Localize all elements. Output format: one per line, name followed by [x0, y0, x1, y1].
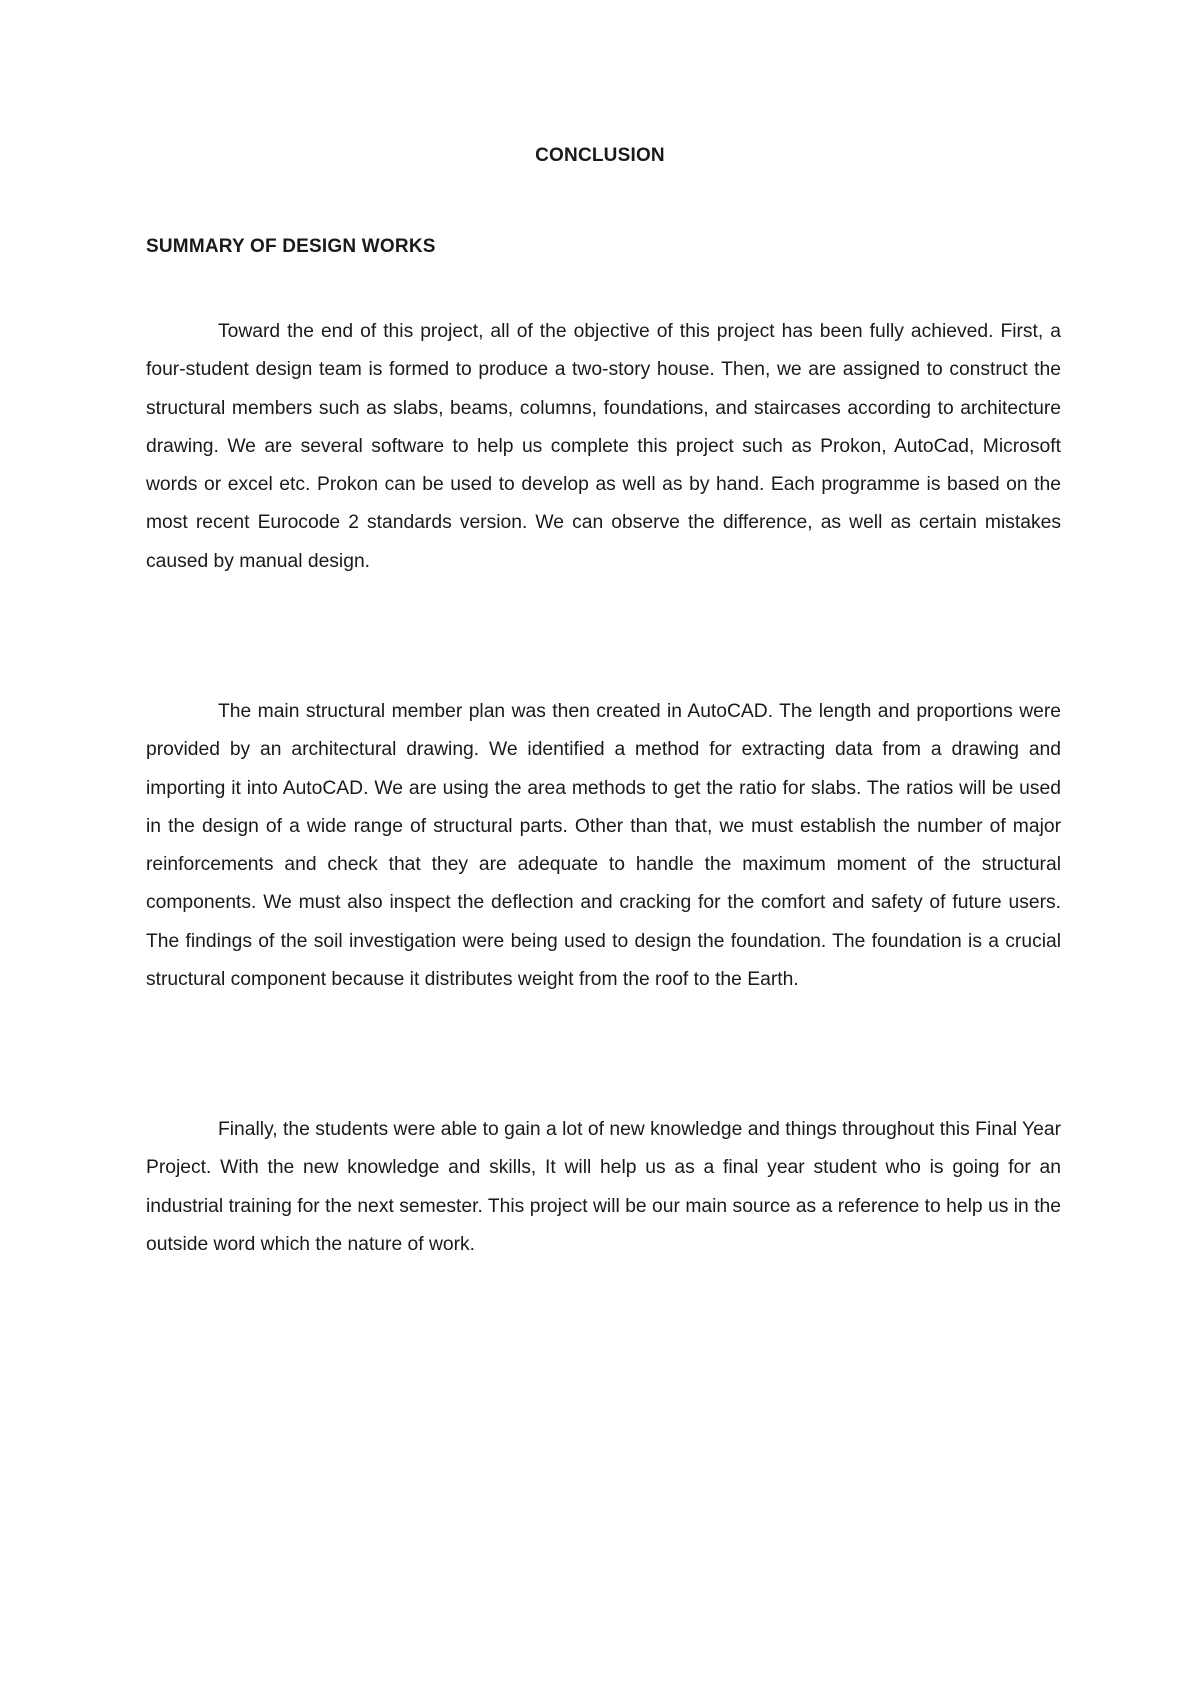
section-heading: SUMMARY OF DESIGN WORKS: [146, 236, 436, 257]
page-title: CONCLUSION: [535, 145, 665, 166]
paragraph-final-remarks: Finally, the students were able to gain a lot of new knowledge and things throughout this Final Year Project. With the new knowledge and skills, It will help us as a final year student who is going for an industrial training for the next semester. This project will be our main source as a reference to help us in the outside word which the nature of work.: [146, 1119, 1061, 1255]
paragraph-design-summary: Toward the end of this project, all of the objective of this project has been fully achieved. First, a four-student design team is formed to produce a two-story house. Then, we are assigned to construct the structural members such as slabs, beams, columns, foundations, and staircases according to architecture drawing. We are several software to help us complete this project such as Prokon, AutoCad, Microsoft words or excel etc. Prokon can be used to develop as well as by hand. Each programme is based on the most recent Eurocode 2 standards version. We can observe the difference, as well as certain mistakes caused by manual design.: [146, 321, 1061, 572]
paragraph-structural-plan: The main structural member plan was then created in AutoCAD. The length and proportions were provided by an architectural drawing. We identified a method for extracting data from a drawing and importing it into AutoCAD. We are using the area methods to get the ratio for slabs. The ratios will be used in the design of a wide range of structural parts. Other than that, we must establish the number of major reinforcements and check that they are adequate to handle the maximum moment of the structural components. We must also inspect the deflection and cracking for the comfort and safety of future users. The findings of the soil investigation were being used to design the foundation. The foundation is a crucial structural component because it distributes weight from the roof to the Earth.: [146, 701, 1061, 991]
